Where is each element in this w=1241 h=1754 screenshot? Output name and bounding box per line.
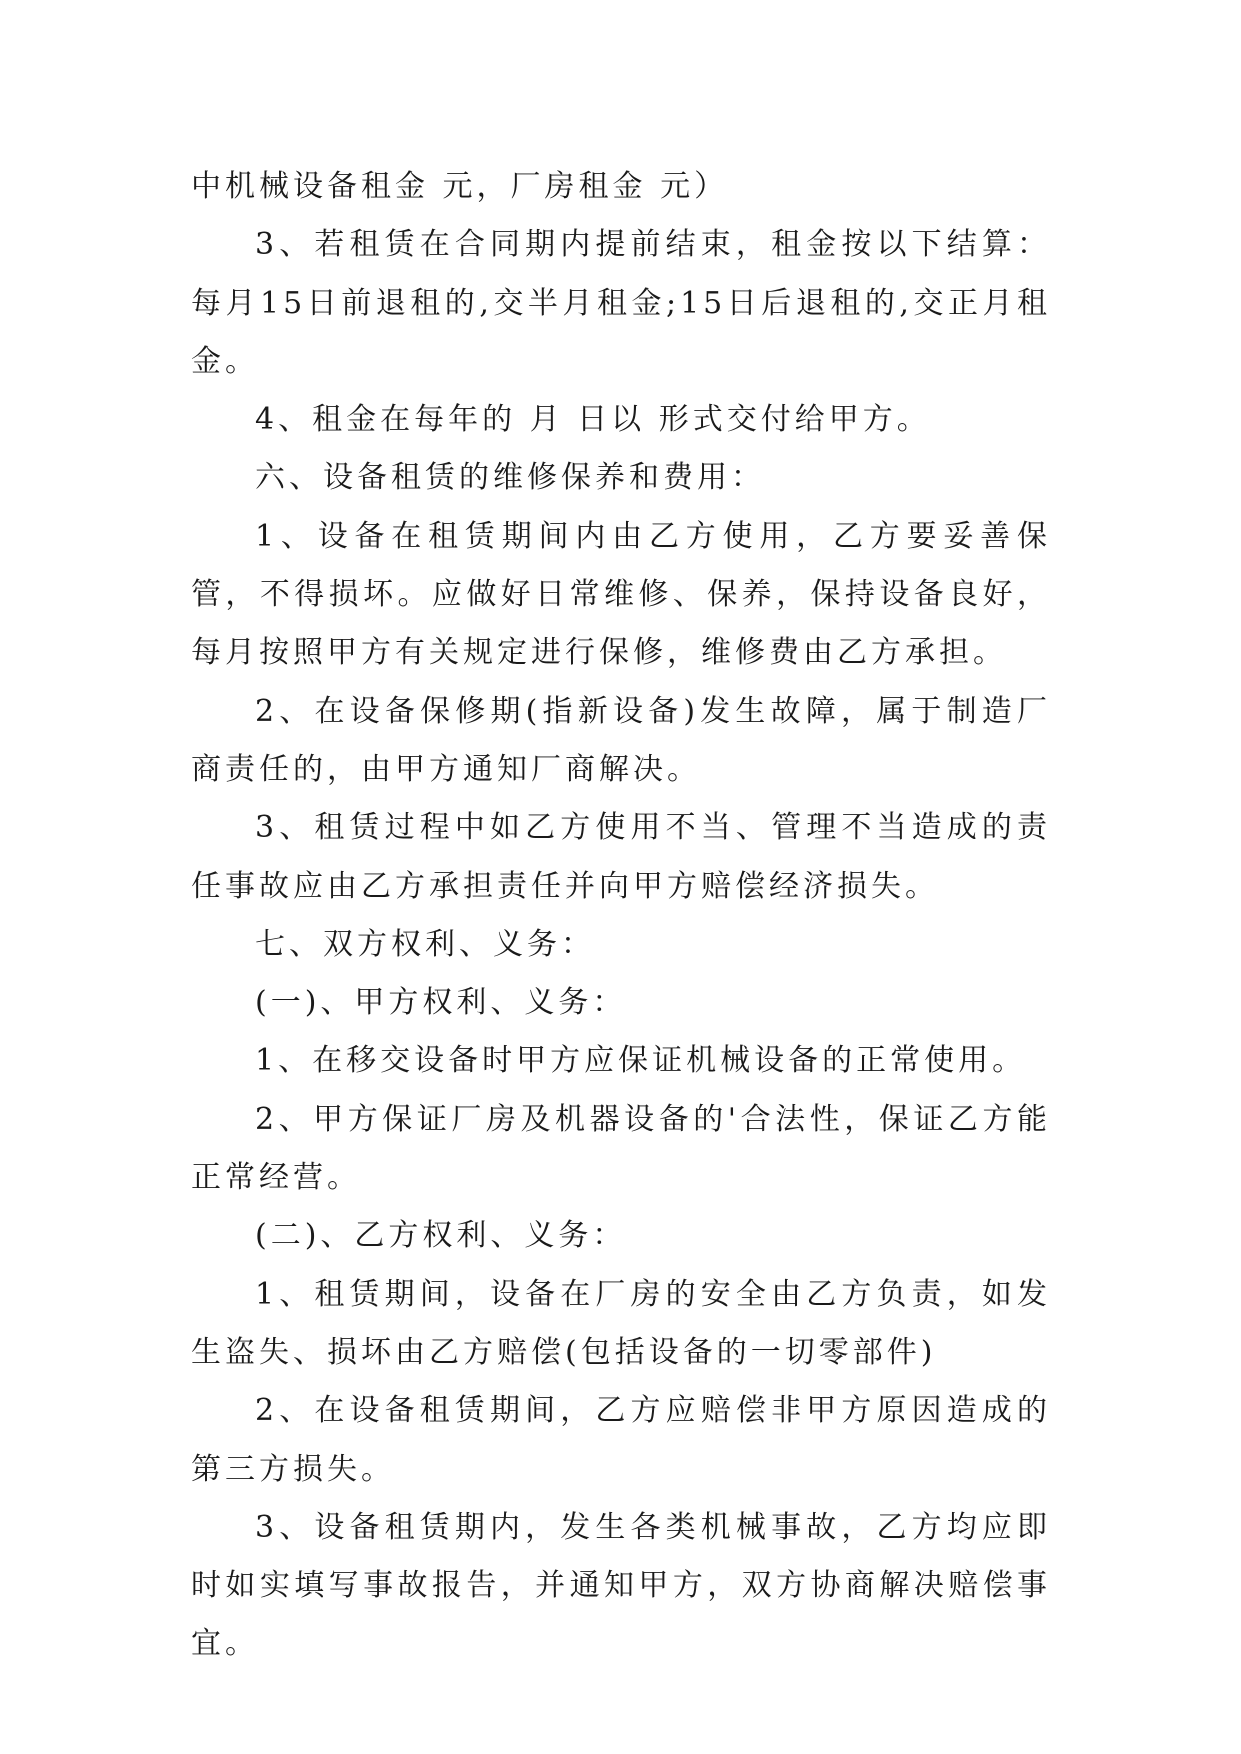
section-heading-rights: 七、双方权利、义务： xyxy=(255,926,595,962)
paragraph-early-termination: 3、若租赁在合同期内提前结束，租金按以下结算：每月15日前退租的,交半月租金;15日后退租的,交正月租金。 xyxy=(191,227,1051,379)
subheading-party-a: (一)、甲方权利、义务： xyxy=(255,985,627,1021)
paragraph-payment-date: 4、租金在每年的 月 日以 形式交付给甲方。 xyxy=(255,402,931,438)
paragraph-party-b-2: 2、在设备租赁期间，乙方应赔偿非甲方原因造成的第三方损失。 xyxy=(191,1393,1051,1487)
section-heading-maintenance: 六、设备租赁的维修保养和费用： xyxy=(255,460,765,496)
paragraph-maintenance-1: 1、设备在租赁期间内由乙方使用，乙方要妥善保管，不得损坏。应做好日常维修、保养，保持设备良好，每月按照甲方有关规定进行保修，维修费由乙方承担。 xyxy=(191,518,1051,671)
paragraph-party-b-3: 3、设备租赁期内，发生各类机械事故，乙方均应即时如实填写事故报告，并通知甲方，双方协商解决赔偿事宜。 xyxy=(191,1509,1051,1662)
subheading-party-b: (二)、乙方权利、义务： xyxy=(255,1218,627,1254)
paragraph-party-a-2: 2、甲方保证厂房及机器设备的'合法性，保证乙方能正常经营。 xyxy=(191,1101,1051,1196)
paragraph-maintenance-3: 3、租赁过程中如乙方使用不当、管理不当造成的责任事故应由乙方承担责任并向甲方赔偿经济损失。 xyxy=(191,810,1051,904)
paragraph-rent-amounts: 中机械设备租金 元，厂房租金 元） xyxy=(191,169,729,204)
paragraph-party-b-1: 1、租赁期间，设备在厂房的安全由乙方负责，如发生盗失、损坏由乙方赔偿(包括设备的一切零部件) xyxy=(191,1276,1051,1370)
document-body xyxy=(191,158,1051,1674)
paragraph-party-a-1: 1、在移交设备时甲方应保证机械设备的正常使用。 xyxy=(255,1043,1027,1079)
paragraph-maintenance-2: 2、在设备保修期(指新设备)发生故障，属于制造厂商责任的，由甲方通知厂商解决。 xyxy=(191,693,1051,787)
